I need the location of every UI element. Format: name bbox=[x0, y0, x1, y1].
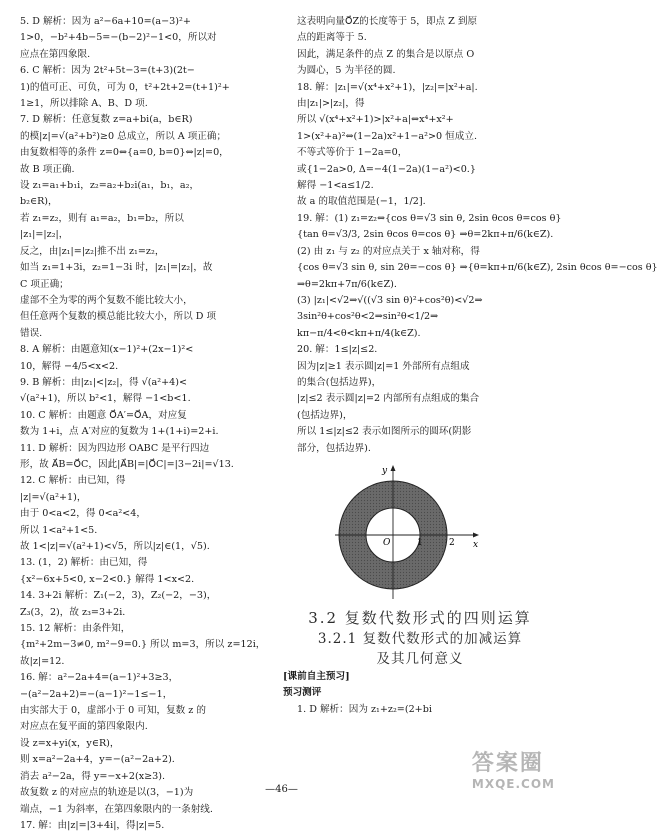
left-text-line: 应点在第四象限. bbox=[20, 48, 91, 60]
left-text-line: 但任意两个复数的模总能比较大小，所以 D 项 bbox=[20, 311, 217, 323]
left-text-line: 由实部大于 0，虚部小于 0 可知，复数 z 的 bbox=[20, 705, 207, 717]
left-text-line: 15. 12 解析：由条件知， bbox=[20, 623, 131, 635]
axis-label-y: y bbox=[382, 465, 388, 476]
left-text-line: 数为 1+i，点 A′对应的复数为 1+(1+i)=2+i. bbox=[20, 426, 219, 438]
right-text-line: 18. 解：|z₁|=√(x⁴+x²+1)，|z₂|=|x²+a|. bbox=[297, 81, 478, 93]
right-text-line: 由|z₁|>|z₂|，得 bbox=[297, 98, 365, 110]
tag-test: 预习测评 bbox=[283, 687, 322, 699]
left-text-line: −(a²−2a+2)=−(a−1)²−1≤−1， bbox=[20, 688, 173, 700]
left-text-line: 由于 0<a<2，得 0<a²<4， bbox=[20, 508, 146, 520]
right-text-line: 解得 −1<a≤1/2. bbox=[297, 180, 374, 192]
left-text-line: 的模|z|=√(a²+b²)≥0 总成立，所以 A 项正确； bbox=[20, 130, 227, 142]
left-text-line: 14. 3+2i 解析：Z₁(−2，3)，Z₂(−2，−3)， bbox=[20, 590, 217, 602]
right-text-line: 不等式等价于 1−2a=0， bbox=[297, 147, 408, 159]
last-answer-line: 1. D 解析：因为 z₁+z₂=(2+bi bbox=[297, 703, 432, 715]
right-text-line: 点的距离等于 5. bbox=[297, 32, 367, 44]
left-text-line: 端点，−1 为斜率，在第四象限内的一条射线. bbox=[20, 803, 213, 815]
page-number: —46— bbox=[265, 784, 298, 795]
watermark-logo bbox=[472, 746, 555, 791]
left-text-line: 11. D 解析：因为四边形 OABC 是平行四边 bbox=[20, 442, 210, 454]
right-text-line: 的集合(包括边界)， bbox=[297, 376, 382, 388]
right-text-line: 所以 √(x⁴+x²+1)>|x²+a|⇔x⁴+x²+ bbox=[297, 114, 454, 126]
right-text-line: ⇒θ=2kπ+7π/6(k∈Z). bbox=[297, 278, 397, 290]
left-text-line: 虚部不全为零的两个复数不能比较大小， bbox=[20, 294, 193, 306]
left-text-line: 由复数相等的条件 z=0⇔{a=0, b=0}⇔|z|=0， bbox=[20, 147, 229, 159]
right-text-line: 为圆心，5 为半径的圆. bbox=[297, 65, 396, 77]
right-text-line: 1>(x²+a)²⇔(1−2a)x²+1−a²>0 恒成立. bbox=[297, 130, 478, 142]
right-text-line: 部分，包括边界). bbox=[297, 442, 371, 454]
left-text-line: 故复数 z 的对应点的轨迹是以(3，−1)为 bbox=[20, 787, 194, 799]
left-column bbox=[6, 14, 272, 834]
left-text-line: 设 z₁=a₁+b₁i，z₂=a₂+b₂i(a₁，b₁，a₂， bbox=[20, 180, 200, 192]
watermark-line1: 答案圈 bbox=[471, 751, 544, 776]
right-text-line: (2) 由 z₁ 与 z₂ 的对应点关于 x 轴对称，得 bbox=[297, 245, 480, 257]
left-text-line: 消去 a²−2a，得 y=−x+2(x≥3). bbox=[20, 770, 166, 782]
left-text-line: 7. D 解析：任意复数 z=a+bi(a，b∈R) bbox=[20, 114, 193, 126]
x-axis-arrow-icon bbox=[473, 532, 479, 537]
origin-label: O bbox=[383, 537, 391, 548]
left-text-line: b₂∈R)， bbox=[20, 196, 58, 208]
right-text-line: 因为|z|≥1 表示圆|z|=1 外部所有点组成 bbox=[297, 360, 470, 372]
right-column bbox=[283, 14, 658, 718]
left-text-line: 13. (1，2) 解析：由已知，得 bbox=[20, 557, 148, 569]
left-text-line: 9. B 解析：由|z₁|<|z₂|，得 √(a²+4)< bbox=[20, 376, 188, 388]
right-text-line: (3) |z₁|<√2⇒√((√3 sin θ)²+cos²θ)<√2⇒ bbox=[297, 294, 483, 306]
left-text-line: √(a²+1)，所以 b²<1，解得 −1<b<1. bbox=[20, 393, 191, 405]
subsection-title-line1: 3.2.1 复数代数形式的加减运算 bbox=[317, 630, 523, 647]
right-text-line: 故 a 的取值范围是(−1，1/2]. bbox=[297, 196, 426, 208]
left-text-line: {m²+2m−3≠0, m²−9=0.} 所以 m=3，所以 z=12i， bbox=[20, 639, 266, 651]
left-text-line: 对应点在复平面的第四象限内. bbox=[20, 721, 148, 733]
left-text-line: 8. A 解析：由题意知(x−1)²+(2x−1)²< bbox=[20, 344, 194, 356]
axis-label-x: x bbox=[473, 539, 479, 550]
right-text-line: {cos θ=√3 sin θ, sin 2θ=−cos θ} ⇒{θ=kπ+π/6(k∈Z), 2sin θcos θ=−cos θ} bbox=[297, 262, 658, 274]
left-text-line: 则 x=a²−2a+4，y=−(a²−2a+2). bbox=[20, 754, 175, 766]
tag-preview: [课前自主预习] bbox=[283, 670, 350, 682]
left-text-line: 所以 1<a²+1<5. bbox=[20, 524, 98, 536]
right-column-text bbox=[283, 14, 658, 457]
right-text-line: 或{1−2a>0, Δ=−4(1−2a)(1−a²)<0.} bbox=[297, 163, 476, 175]
right-text-line: 19. 解：(1) z₁=z₂⇔{cos θ=√3 sin θ, 2sin θcos θ=cos θ} bbox=[297, 212, 562, 224]
left-text-line: 1≥1，所以排除 A、B、D 项. bbox=[20, 98, 148, 110]
left-text-line: |z₁|=|z₂|， bbox=[20, 229, 69, 241]
left-text-line: 17. 解：由|z|=|3+4i|，得|z|=5. bbox=[20, 819, 165, 831]
left-text-line: C 项正确； bbox=[20, 278, 69, 290]
annulus-figure bbox=[333, 463, 483, 601]
left-text-line: 形，故 A⃗B=O⃗C，因此|A⃗B|=|O⃗C|=|3−2i|=√13. bbox=[20, 458, 234, 470]
left-text-line: 1)的值可正、可负，可为 0，t²+2t+2=(t+1)²+ bbox=[20, 81, 230, 93]
right-text-line: 因此，满足条件的点 Z 的集合是以原点 O bbox=[297, 48, 475, 60]
left-text-line: 10，解得 −4/5<x<2. bbox=[20, 360, 119, 372]
right-text-line: kπ−π/4<θ<kπ+π/4(k∈Z). bbox=[297, 327, 421, 339]
y-axis-arrow-icon bbox=[391, 465, 396, 471]
left-text-line: 设 z=x+yi(x，y∈R)， bbox=[20, 737, 120, 749]
left-text-line: 16. 解：a²−2a+4=(a−1)²+3≥3， bbox=[20, 672, 179, 684]
left-text-line: 故 B 项正确. bbox=[20, 163, 75, 175]
left-text-line: 故|z|=12. bbox=[20, 655, 65, 667]
left-text-line: 如当 z₁=1+3i，z₂=1−3i 时，|z₁|=|z₂|，故 bbox=[20, 262, 213, 274]
left-text-line: Z₃(3，2)，故 z₃=3+2i. bbox=[20, 606, 126, 618]
subsection-title-line2: 及其几何意义 bbox=[376, 650, 464, 667]
right-text-line: 所以 1≤|z|≤2 表示如图所示的圆环(阴影 bbox=[297, 426, 472, 438]
tick-label-2: 2 bbox=[449, 537, 455, 548]
watermark-line2: MXQE.COM bbox=[471, 777, 555, 791]
tick-label-1: 1 bbox=[417, 537, 423, 548]
left-text-line: 10. C 解析：由题意 O⃗A′=O⃗A，对应复 bbox=[20, 409, 187, 421]
left-text-line: 故 1<|z|=√(a²+1)<√5，所以|z|∈(1，√5). bbox=[20, 541, 210, 552]
left-text-line: 若 z₁=z₂，则有 a₁=a₂，b₁=b₂，所以 bbox=[20, 212, 184, 224]
left-text-line: 6. C 解析：因为 2t²+5t−3=(t+3)(2t− bbox=[20, 65, 195, 77]
right-text-line: |z|≤2 表示圆|z|=2 内部所有点组成的集合 bbox=[297, 393, 480, 405]
right-text-line: {tan θ=√3/3, 2sin θcos θ=cos θ} ⇒θ=2kπ+π/6(k∈Z). bbox=[297, 229, 554, 241]
left-text-line: 12. C 解析：由已知，得 bbox=[20, 475, 126, 487]
left-text-line: 5. D 解析：因为 a²−6a+10=(a−3)²+ bbox=[20, 16, 191, 27]
left-text-line: 1>0，−b²+4b−5=−(b−2)²−1<0，所以对 bbox=[20, 32, 217, 44]
left-text-line: 错误. bbox=[20, 327, 43, 339]
left-text-line: {x²−6x+5<0, x−2<0.} 解得 1<x<2. bbox=[20, 573, 195, 585]
right-text-line: 3sin²θ+cos²θ<2⇒sin²θ<1/2⇒ bbox=[297, 311, 439, 323]
right-text-line: 这表明向量O⃗Z的长度等于 5，即点 Z 到原 bbox=[297, 16, 478, 27]
left-text-line: 反之，由|z₁|=|z₂|推不出 z₁=z₂， bbox=[20, 245, 165, 257]
left-text-line: |z|=√(a²+1)， bbox=[20, 491, 87, 503]
section-title: 3.2 复数代数形式的四则运算 bbox=[308, 608, 532, 627]
right-text-line: (包括边界)， bbox=[297, 409, 353, 421]
right-text-line: 20. 解：1≤|z|≤2. bbox=[297, 344, 378, 356]
